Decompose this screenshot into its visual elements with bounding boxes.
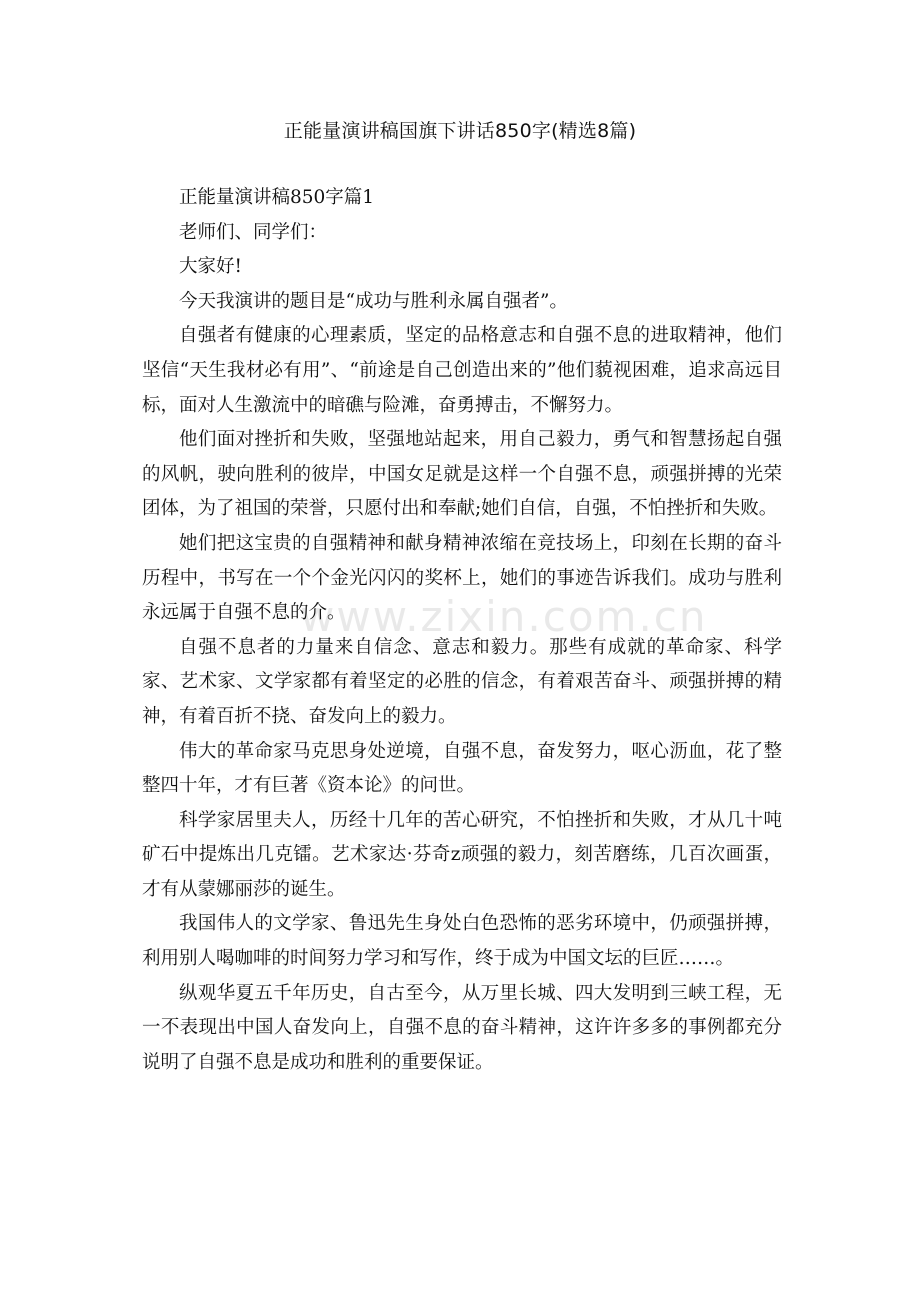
body-paragraph: 纵观华夏五千年历史，自古至今，从万里长城、四大发明到三峡工程，无一不表现出中国人奋发向上，自强不息的奋斗精神，这许许多多的事例都充分说明了自强不息是成功和胜利的重要保证。 [142,982,782,1073]
document-body [142,181,782,1080]
body-paragraph: 科学家居里夫人，历经十几年的苦心研究，不怕挫折和失败，才从几十吨矿石中提炼出几克镭。艺术家达·芬奇z顽强的毅力，刻苦磨练，几百次画蛋，才有从蒙娜丽莎的诞生。 [142,809,782,900]
section-heading: 正能量演讲稿850字篇1 [179,187,375,208]
document-title: 正能量演讲稿国旗下讲话850字(精选8篇) [283,120,637,142]
speech-topic: 今天我演讲的题目是“成功与胜利永属自强者”。 [179,290,568,312]
body-paragraph: 伟大的革命家马克思身处逆境，自强不息，奋发努力，呕心沥血，花了整整四十年，才有巨著《资本论》的问世。 [142,740,782,797]
body-paragraph: 自强者有健康的心理素质，坚定的品格意志和自强不息的进取精神，他们坚信“天生我材必有用”、“前途是自己创造出来的”他们藐视困难，追求高远目标，面对人生激流中的暗礁与险滩，奋勇搏击，不懈努力。 [142,325,782,416]
salutation: 老师们、同学们： [179,221,328,243]
greeting: 大家好! [179,256,242,278]
body-paragraph: 她们把这宝贵的自强精神和献身精神浓缩在竞技场上，印刻在长期的奋斗历程中，书写在一个个金光闪闪的奖杯上，她们的事迹告诉我们。成功与胜利永远属于自强不息的介。 [142,532,782,624]
body-paragraph: 他们面对挫折和失败，坚强地站起来，用自己毅力，勇气和智慧扬起自强的风帆，驶向胜利的彼岸，中国女足就是这样一个自强不息，顽强拼搏的光荣团体，为了祖国的荣誉，只愿付出和奉献;她们自信，自强，不怕挫折和失败。 [142,429,782,520]
body-paragraph: 我国伟人的文学家、鲁迅先生身处白色恐怖的恶劣环境中，仍顽强拼搏，利用别人喝咖啡的时间努力学习和写作，终于成为中国文坛的巨匠……。 [142,913,782,970]
watermark-text: www.zixin.com.cn [300,592,708,641]
body-paragraph: 自强不息者的力量来自信念、意志和毅力。那些有成就的革命家、科学家、艺术家、文学家都有着坚定的必胜的信念，有着艰苦奋斗、顽强拼搏的精神，有着百折不挠、奋发向上的毅力。 [142,636,782,727]
